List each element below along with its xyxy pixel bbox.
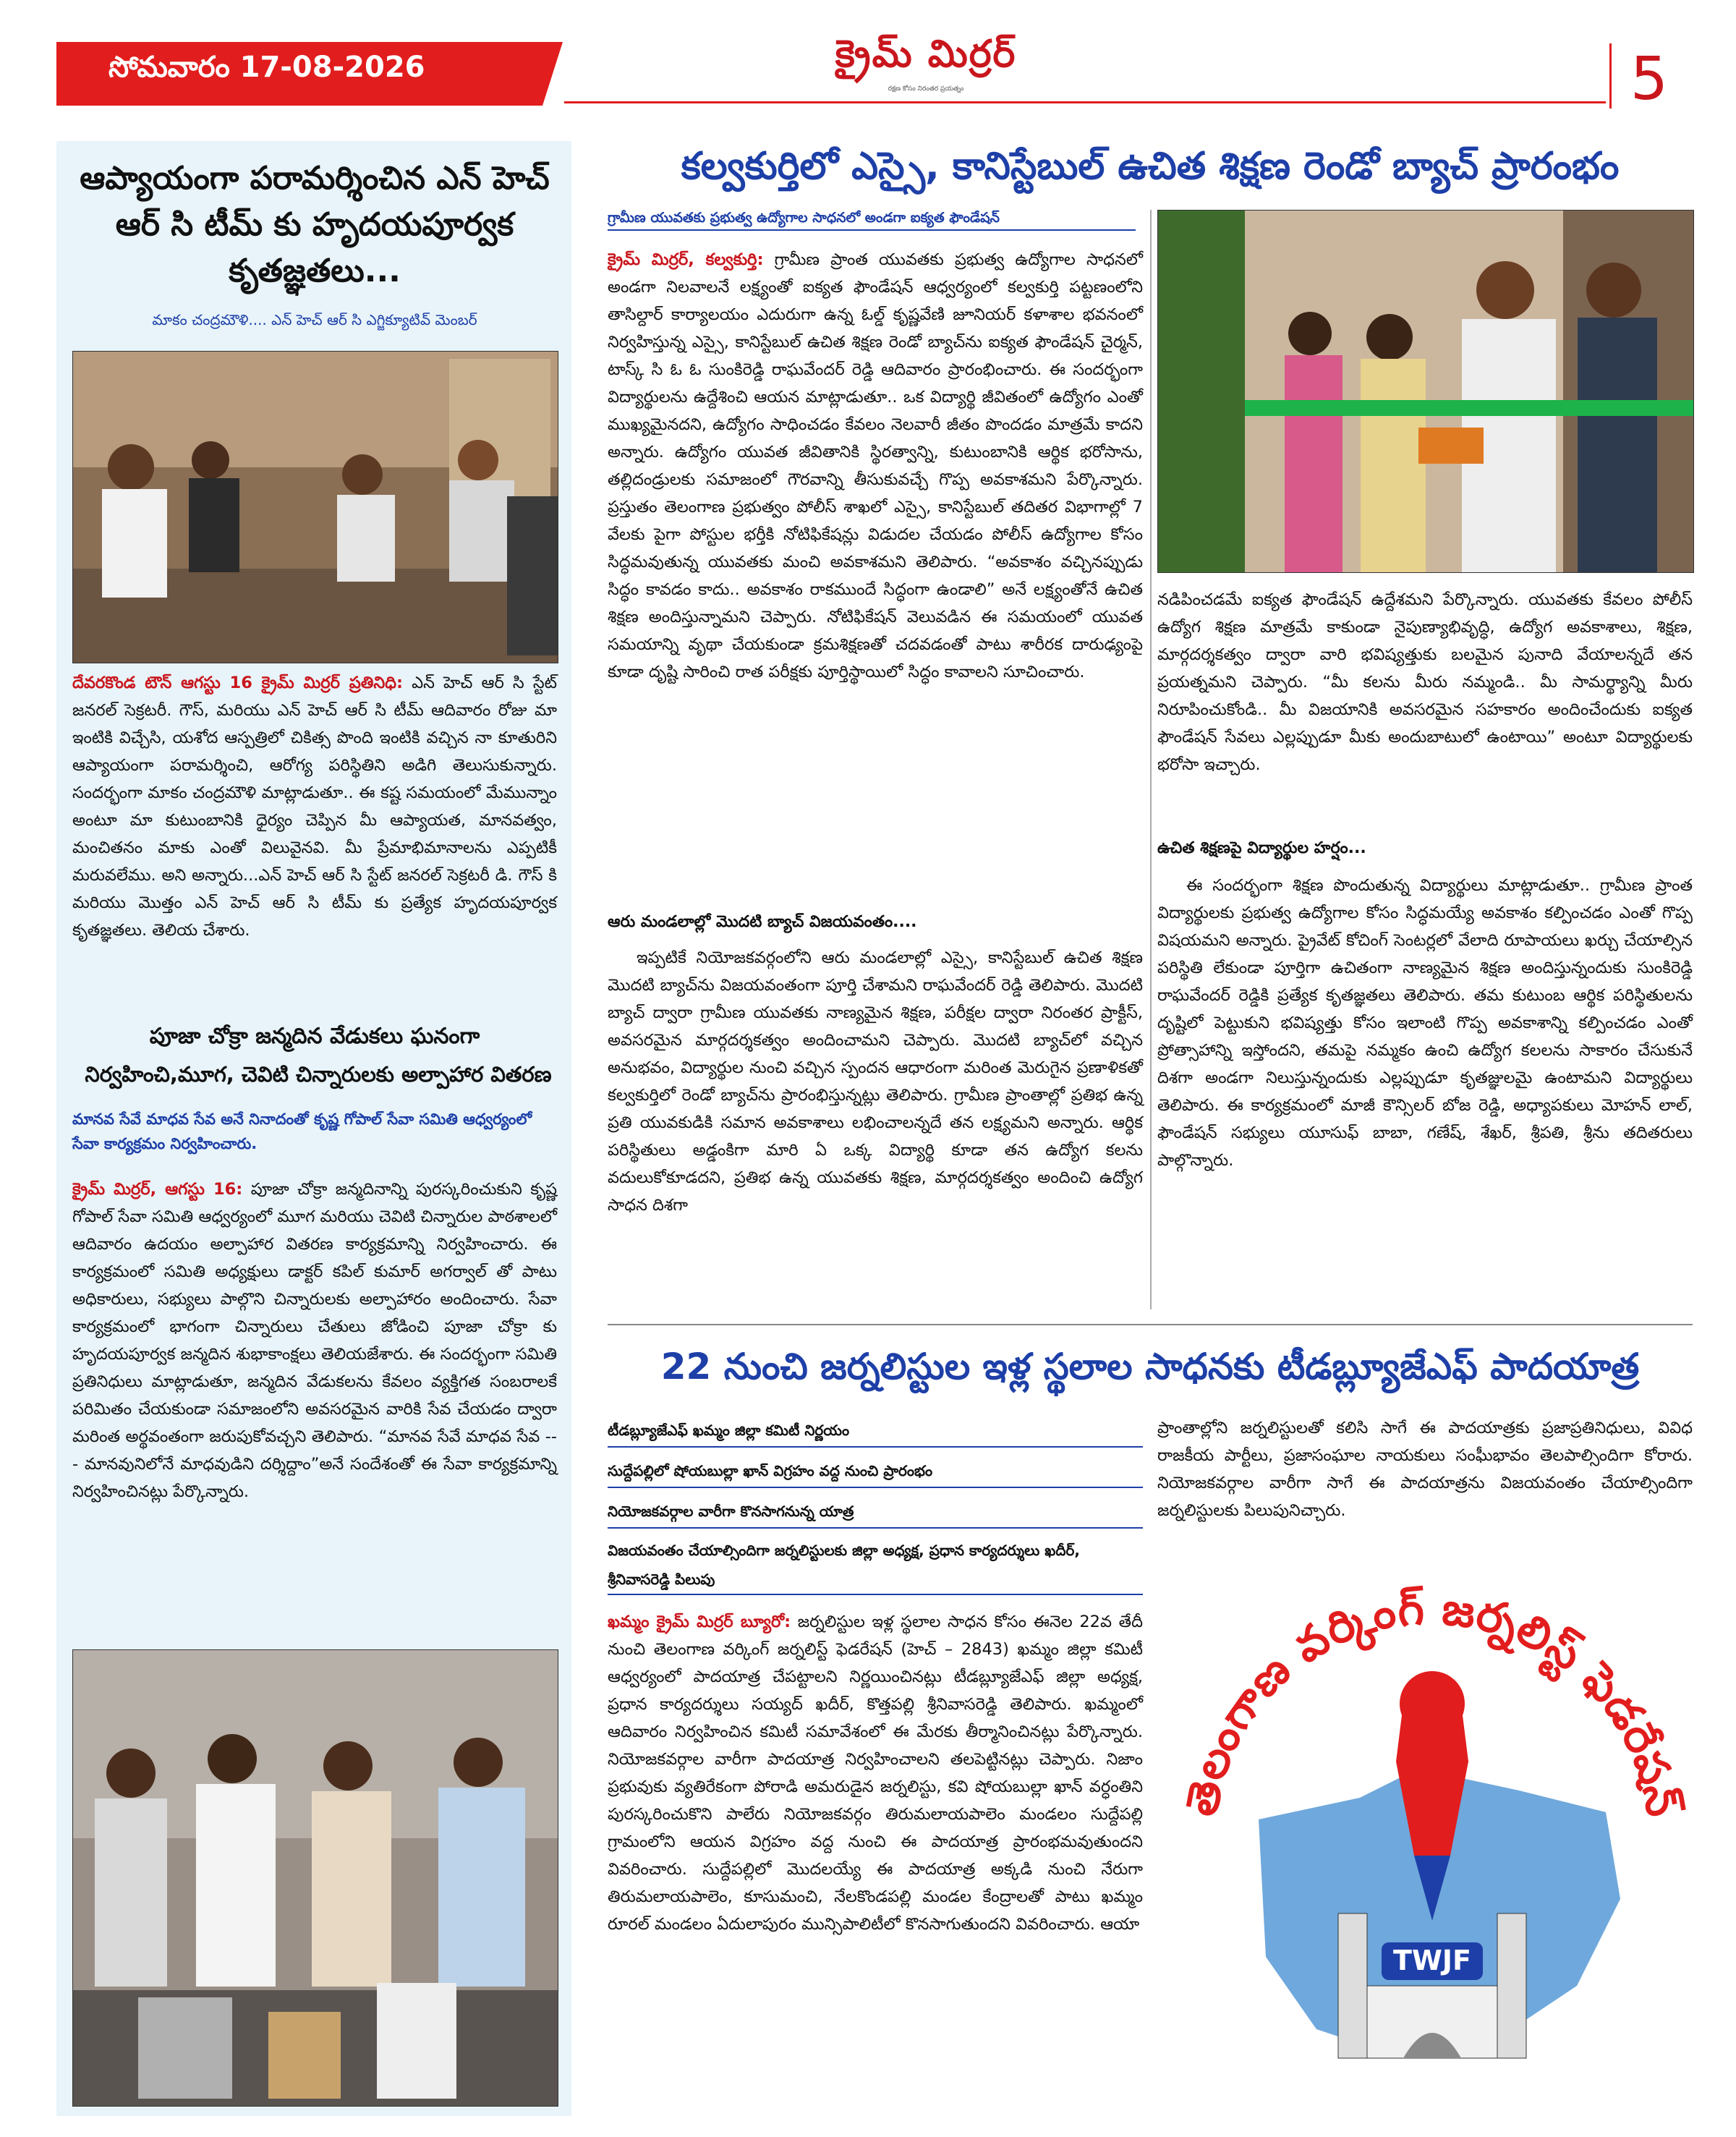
mid-story-body4: ఈ సందర్భంగా శిక్షణ పొందుతున్న విద్యార్థులు మాట్లాడుతూ.. గ్రామీణ ప్రాంత విద్యార్థులకు ప్రభుత్వ ఉద్యోగాల కోసం సిద్ధమయ్యే అవకాశం కల్పించడం ఎంతో గొప్ప విషయమని అన్నారు. ప్రైవేట్ కోచింగ్ సెంటర్లలో వేలాది రూపాయలు ఖర్చు చేయాల్సిన పరిస్థితి లేకుండా పూర్తిగా ఉచితంగా నాణ్యమైన శిక్షణ అందిస్తున్నందుకు సుంకిరెడ్డి రాఘవేందర్ రెడ్డికి ప్రత్యేక కృతజ్ఞతలు తెలిపారు. తమ కుటుంబ ఆర్థిక పరిస్థితులను దృష్టిలో పెట్టుకుని భవిష్యత్తు కోసం ఇలాంటి గొప్ప అవకాశాన్ని కల్పించడం ఎంతో ప్రోత్సాహాన్ని ఇస్తోందని, తమపై నమ్మకం ఉంచి ఉద్యోగ కలలను సాకారం చేసుకునే దిశగా అండగా నిలుస్తున్నందుకు ఎల్లప్పుడూ కృతజ్ఞులమై ఉంటామని విద్యార్థులు తెలిపారు. ఈ కార్యక్రమంలో మాజీ కౌన్సిలర్ బోజ రెడ్డి, అధ్యాపకులు మోహన్ లాల్, ఫౌండేషన్ సభ్యులు యూసుఫ్ బాబా, గణేష్, శేఖర్, శ్రీపతి, శ్రీను తదితరులు పాల్గొన్నారు. xyxy=(1157,876,1693,1170)
left-story2-subheadline: మానవ సేవే మాధవ సేవ అనే నినాదంతో కృష్ణ గోపాల్ సేవా సమితి ఆధ్వర్యంలో సేవా కార్యక్రమం నిర్వహించారు. xyxy=(72,1110,532,1152)
masthead-title: క్రైమ్ మిర్రర్ xyxy=(835,33,1017,76)
masthead-tagline: రక్షణ కోసం నిరంతర ప్రయత్నం xyxy=(888,85,964,93)
mid-story-subheadline: గ్రామీణ యువతకు ప్రభుత్వ ఉద్యోగాల సాధనలో అండగా ఐక్యత ఫౌండేషన్ xyxy=(608,210,1136,231)
twjf-story-column1 xyxy=(608,1414,1143,1938)
mid-story-headline: కల్వకుర్తిలో ఎస్సై, కానిస్టేబుల్ ఉచిత శిక్షణ రెండో బ్యాచ్ ప్రారంభం xyxy=(681,145,1620,188)
nhrc-team-photo xyxy=(72,351,558,663)
twjf-sub-3: విజయవంతం చేయాల్సిందిగా జర్నలిస్టులకు జిల్లా అధ్యక్ష, ప్రధాన కార్యదర్శులు ఖదీర్, శ్రీనివాసరెడ్డి పిలుపు xyxy=(608,1536,1143,1595)
twjf-logo-badge: TWJF xyxy=(1393,1945,1471,1976)
twjf-story-kicker: ఖమ్మం క్రైమ్ మిర్రర్ బ్యూరో: xyxy=(608,1613,791,1631)
mid-story-body3: నడిపించడమే ఐక్యత ఫౌండేషన్ ఉద్దేశమని పేర్కొన్నారు. యువతకు కేవలం పోలీస్ ఉద్యోగ శిక్షణ మాత్రమే కాకుండా నైపుణ్యాభివృద్ధి, ఉద్యోగ అవకాశాలు, శిక్షణ, మార్గదర్శకత్వం ద్వారా వారి భవిష్యత్తుకు బలమైన పునాది వేయాలన్నదే తన ప్రయత్నమని చెప్పారు. “మీ కలను మీరు నమ్మండి.. మీ సామర్థ్యాన్ని మీరు నిరూపించుకోండి.. మీ విజయానికి అవసరమైన సహకారం అందించేందుకు ఐక్యత ఫౌండేషన్ సేవలు ఎల్లప్పుడూ మీకు అందుబాటులో ఉంటాయి” అంటూ విద్యార్థులకు భరోసా ఇచ్చారు. xyxy=(1157,590,1693,774)
left-story1-text: ఎన్ హెచ్ ఆర్ సి స్టేట్ జనరల్ సెక్రటరీ. గౌస్, మరియు ఎన్ హెచ్ ఆర్ సి టీమ్ ఆదివారం రోజు మా ఇంటికి విచ్చేసి, యశోద ఆస్పత్రిలో చికిత్స పొంది ఇంటికి వచ్చిన నా కూతురిని ఆప్యాయంగా పరామర్శించి, ఆరోగ్య పరిస్థితిని అడిగి తెలుసుకున్నారు. సందర్భంగా మాకం చంద్రమౌళి మాట్లాడుతూ.. ఈ కష్ట సమయంలో మేమున్నాం అంటూ మా కుటుంబానికి ధైర్యం చెప్పిన మీ ఆప్యాయత, మానవత్వం, మంచితనం మాకు ఎంతో విలువైనవి. మీ ప్రేమాభిమానాలను ఎప్పటికీ మరువలేము. అని అన్నారు...ఎన్ హెచ్ ఆర్ సి స్టేట్ జనరల్ సెక్రటరీ డి. గౌస్ కి మరియు మొత్తం ఎన్ హెచ్ ఆర్ సి టీమ్ కు ప్రత్యేక హృదయపూర్వక కృతజ్ఞతలు. తెలియ చేశారు. xyxy=(72,674,557,940)
column-rule xyxy=(1150,210,1152,1309)
section-divider xyxy=(608,1324,1693,1325)
page-number: 5 xyxy=(1630,45,1669,114)
mid-story-body1: గ్రామీణ ప్రాంత యువతకు ప్రభుత్వ ఉద్యోగాల సాధనలో అండగా నిలవాలనే లక్ష్యంతో ఐక్యత ఫౌండేషన్ ఆధ్వర్యంలో కల్వకుర్తి పట్టణంలోని తాసిల్దార్ కార్యాలయం ఎదురుగా ఉన్న ఓల్డ్ కృష్ణవేణి జూనియర్ కళాశాల భవనంలో నిర్వహిస్తున్న ఎస్సై, కానిస్టేబుల్ ఉచిత శిక్షణ రెండో బ్యాచ్‌ను ఐక్యత ఫౌండేషన్ చైర్మన్, టాస్క్ సి ఓ ఓ సుంకిరెడ్డి రాఘవేందర్ రెడ్డి ఆదివారం ప్రారంభించారు. ఈ సందర్భంగా విద్యార్థులను ఉద్దేశించి ఆయన మాట్లాడుతూ.. ఒక విద్యార్థి జీవితంలో ఉద్యోగం ఎంతో ముఖ్యమైనదని, ఉద్యోగం సాధించడం కేవలం నెలవారీ జీతం పొందడం మాత్రమే కాదని అన్నారు. ఉద్యోగం యువత జీవితానికి స్థిరత్వాన్ని, కుటుంబానికి ఆర్థిక భరోసాను, తల్లిదండ్రులకు సమాజంలో గౌరవాన్ని తీసుకువచ్చే గొప్ప అవకాశమని పేర్కొన్నారు. ప్రస్తుతం తెలంగాణ ప్రభుత్వం పోలీస్ శాఖలో ఎస్సై, కానిస్టేబుల్ తదితర విభాగాల్లో 7 వేలకు పైగా పోస్టుల భర్తీకి నోటిఫికేషన్లు విడుదల చేయడం పోలీస్ ఉద్యోగాల కోసం సిద్ధమవుతున్న యువతకు మంచి అవకాశమని తెలిపారు. “అవకాశం వచ్చినప్పుడు సిద్ధం కావడం కాదు.. అవకాశం రాకముందే సిద్ధంగా ఉండాలి” అనే లక్ష్యంతోనే ఉచిత శిక్షణ అందిస్తున్నామని చెప్పారు. నోటిఫికేషన్ వెలువడిన ఈ సమయంలో యువత సమయాన్ని వృథా చేయకుండా క్రమశిక్షణతో చదవడంతో పాటు శారీరక దారుఢ్యంపై కూడా దృష్టి సారించి రాత పరీక్షకు పూర్తిస్థాయిలో సిద్ధం కావాలని సూచించారు. xyxy=(608,250,1143,681)
twjf-logo-arc-text: తెలంగాణ వర్కింగ్ జర్నలిస్ట్ ఫెడరేషన్ xyxy=(1174,1581,1690,1820)
left-story2-body xyxy=(72,1176,557,1505)
seva-samiti-photo-illustration xyxy=(73,1650,558,2106)
header-rule xyxy=(564,101,1606,103)
mid-story-subhead1: ఆరు మండలాల్లో మొదటి బ్యాచ్ విజయవంతం.... xyxy=(608,913,917,931)
ribbon-cutting-photo-illustration xyxy=(1158,211,1693,572)
left-story1-body xyxy=(72,669,557,944)
twjf-logo xyxy=(1172,1581,1693,2102)
mid-story-body2: ఇప్పటికే నియోజకవర్గంలోని ఆరు మండలాల్లో ఎస్సై, కానిస్టేబుల్ ఉచిత శిక్షణ మొదటి బ్యాచ్‌ను విజయవంతంగా పూర్తి చేశామని రాఘవేందర్ రెడ్డి తెలిపారు. మొదటి బ్యాచ్ ద్వారా గ్రామీణ యువతకు నాణ్యమైన శిక్షణ, పరీక్షల ద్వారా నిరంతర ప్రాక్టీస్, అవసరమైన మార్గదర్శకత్వం అందించామని చెప్పారు. మొదటి బ్యాచ్‌లో వచ్చిన అనుభవం, విద్యార్థుల నుంచి వచ్చిన స్పందన ఆధారంగా మరింత మెరుగైన ప్రణాళికతో కల్వకుర్తిలో రెండో బ్యాచ్‌ను ప్రారంభిస్తున్నట్లు తెలిపారు. గ్రామీణ ప్రాంతాల్లో ప్రతిభ ఉన్న ప్రతి యువకుడికి సమాన అవకాశాలు లభించాలన్నదే తన లక్ష్యమని అన్నారు. ఆర్థిక పరిస్థితులు అడ్డంకిగా మారి ఏ ఒక్క విద్యార్థి కూడా తన ఉద్యోగ కలను వదులుకోకూడదని, ప్రతిభ ఉన్న యువతకు శిక్షణ, మార్గదర్శకత్వం అందించి ఉద్యోగ సాధన దిశగా xyxy=(608,948,1143,1215)
left-story2-text: పూజా చోక్రా జన్మదినాన్ని పురస్కరించుకుని కృష్ణ గోపాల్ సేవా సమితి ఆధ్వర్యంలో మూగ మరియు చెవిటి చిన్నారుల పాఠశాలలో ఆదివారం ఉదయం అల్పాహార వితరణ కార్యక్రమాన్ని నిర్వహించారు. ఈ కార్యక్రమంలో సమితి అధ్యక్షులు డాక్టర్ కపిల్ కుమార్ అగర్వాల్ తో పాటు అధికారులు, సభ్యులు పాల్గొని చిన్నారులకు అల్పాహారం అందించారు. సేవా కార్యక్రమంలో భాగంగా చిన్నారులు చేతులు జోడించి పూజా చోక్రా కు హృదయపూర్వక జన్మదిన శుభాకాంక్షలు తెలియజేశారు. ఈ సందర్భంగా సమితి ప్రతినిధులు మాట్లాడుతూ, జన్మదిన వేడుకలను కేవలం వ్యక్తిగత సంబరాలకే పరిమితం చేయకుండా సమాజంలోని అవసరమైన వారికి సేవ చేయడం ద్వారా మరింత అర్థవంతంగా జరుపుకోవచ్చని తెలిపారు. “మానవ సేవే మాధవ సేవ --- మానవునిలోనే మాధవుడిని దర్శిద్దాం”అనే సందేశంతో ఈ సేవా కార్యక్రమాన్ని నిర్వహించినట్లు పేర్కొన్నారు. xyxy=(72,1180,558,1501)
twjf-sub-1: సుద్దేపల్లిలో షోయబుల్లా ఖాన్ విగ్రహం వద్ద నుంచి ప్రారంభం xyxy=(608,1455,1143,1488)
left-story2-kicker: క్రైమ్ మిర్రర్, ఆగస్టు 16: xyxy=(72,1180,243,1199)
twjf-sub-2: నియోజకవర్గాల వారీగా కొనసాగనున్న యాత్ర xyxy=(608,1495,1143,1529)
masthead xyxy=(796,33,1056,94)
twjf-story-body1-wrap xyxy=(608,1608,1143,1938)
left-story1-kicker: దేవరకొండ టౌన్ ఆగస్టు 16 క్రైమ్ మిర్రర్ ప్రతినిధి: xyxy=(72,674,404,692)
left-story2-headline-line2: నిర్వహించి,మూగ, చెవిటి చిన్నారులకు అల్పాహార వితరణ xyxy=(85,1062,552,1087)
nhrc-team-photo-illustration xyxy=(73,352,558,663)
twjf-story-column2: ప్రాంతాల్లోని జర్నలిస్టులతో కలిసి సాగే ఈ పాదయాత్రకు ప్రజాప్రతినిధులు, వివిధ రాజకీయ పార్టీలు, ప్రజాసంఘాల నాయకులు సంఘీభావం తెలపాల్సిందిగా కోరారు. నియోజకవర్గాల వారీగా సాగే ఈ పాదయాత్రను విజయవంతం చేయాల్సిందిగా జర్నలిస్టులకు పిలుపునిచ్చారు. xyxy=(1157,1419,1693,1520)
seva-samiti-photo xyxy=(72,1649,558,2107)
left-story2-headline-line1: పూజా చోక్రా జన్మదిన వేడుకలు ఘనంగా xyxy=(149,1024,480,1049)
issue-date: సోమవారం 17-08-2026 xyxy=(109,51,425,84)
ribbon-cutting-photo xyxy=(1157,210,1694,573)
mid-story-kicker: క్రైమ్ మిర్రర్, కల్వకుర్తి: xyxy=(608,250,764,269)
mid-story-column1 xyxy=(608,246,1143,686)
twjf-logo-graphic xyxy=(1172,1581,1693,2102)
twjf-story-body1: జర్నలిస్టుల ఇళ్ల స్థలాల సాధన కోసం ఈనెల 22వ తేదీ నుంచి తెలంగాణ వర్కింగ్ జర్నలిస్ట్ ఫెడరేషన్ (హెచ్ – 2843) ఖమ్మం జిల్లా కమిటీ ఆధ్వర్యంలో పాదయాత్ర చేపట్టాలని నిర్ణయించినట్లు టీడబ్ల్యూజేఎఫ్ జిల్లా అధ్యక్ష, ప్రధాన కార్యదర్శులు సయ్యద్ ఖదీర్, కొత్తపల్లి శ్రీనివాసరెడ్డి తెలిపారు. ఖమ్మంలో ఆదివారం నిర్వహించిన కమిటీ సమావేశంలో ఈ మేరకు తీర్మానించినట్లు పేర్కొన్నారు. నియోజకవర్గాల వారీగా పాదయాత్ర నిర్వహించాలని తలపెట్టినట్లు చెప్పారు. నిజాం ప్రభువుకు వ్యతిరేకంగా పోరాడి అమరుడైన జర్నలిస్టు, కవి షోయబుల్లా ఖాన్ వర్ధంతిని పురస్కరించుకొని పాలేరు నియోజకవర్గం తిరుమలాయపాలెం మండలం సుద్దేపల్లి గ్రామంలోని ఆయన విగ్రహం వద్ద నుంచి ఈ పాదయాత్ర ప్రారంభమవుతుందని వివరించారు. సుద్దేపల్లిలో మొదలయ్యే ఈ పాదయాత్ర అక్కడి నుంచి నేరుగా తిరుమలాయపాలెం, కూసుమంచి, నేలకొండపల్లి మండల కేంద్రాలతో పాటు ఖమ్మం రూరల్ మండలం ఏదులాపురం మున్సిపాలిటీలో కొనసాగుతుందని వివరించారు. ఆయా xyxy=(608,1613,1143,1934)
mid-story-column2 xyxy=(1157,586,1693,778)
twjf-story-headline: 22 నుంచి జర్నలిస్టుల ఇళ్ల స్థలాల సాధనకు టీడబ్ల్యూజేఎఫ్ పాదయాత్ర xyxy=(660,1346,1640,1388)
left-story1-byline: మాకం చంద్రమౌళి.... ఎన్ హెచ్ ఆర్ సి ఎగ్జిక్యూటివ్ మెంబర్ xyxy=(152,311,477,328)
twjf-sub-0: టీడబ్ల్యూజేఎఫ్ ఖమ్మం జిల్లా కమిటీ నిర్ణయం xyxy=(608,1414,1143,1448)
left-story1-headline: ఆప్యాయంగా పరామర్శించిన ఎన్ హెచ్ ఆర్ సి టీమ్ కు హృదయపూర్వక కృతజ్ఞతలు... xyxy=(80,160,550,289)
mid-story-subhead2: ఉచిత శిక్షణపై విద్యార్థుల హర్షం... xyxy=(1157,839,1366,857)
